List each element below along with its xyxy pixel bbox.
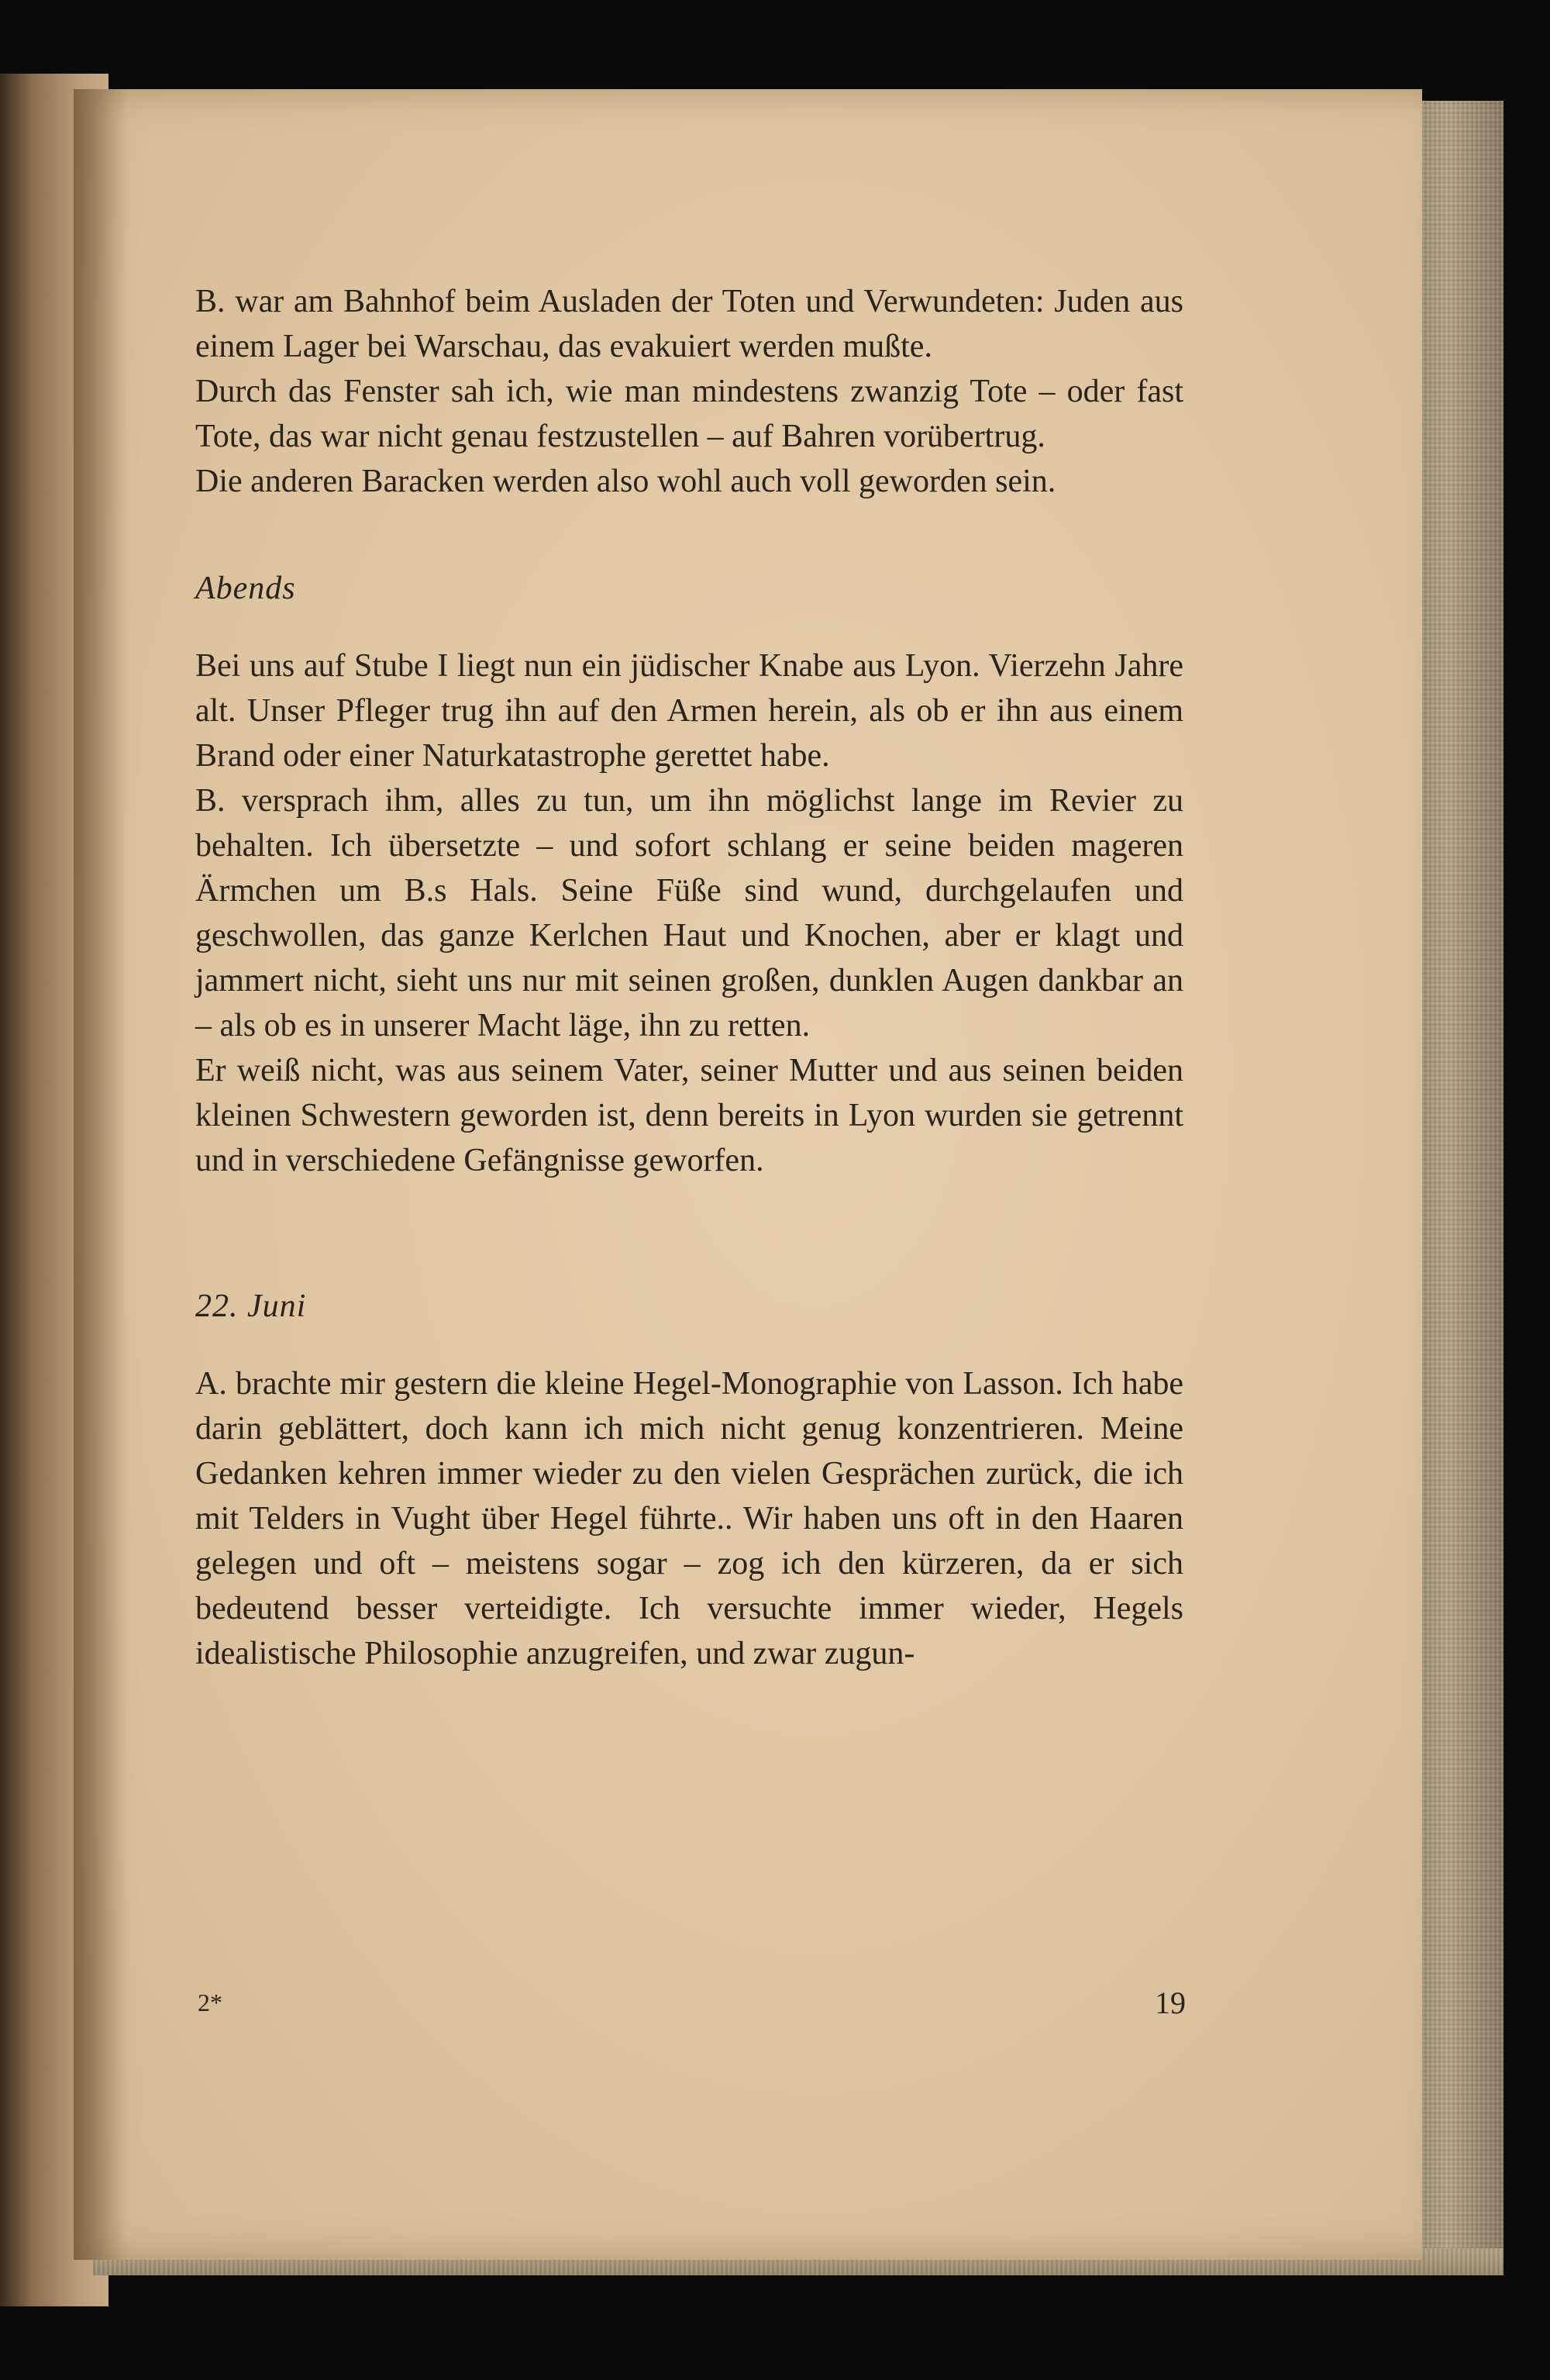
paragraph: Er weiß nicht, was aus seinem Vater, seiner Mutter und aus seinen beiden kleinen Schwestern geworden ist, denn bereits in Lyon wurden sie getrennt und in verschiedene Gefängnisse geworfen. xyxy=(195,1053,1183,1178)
page-number: 19 xyxy=(1155,1985,1186,2020)
signature-mark: 2* xyxy=(198,1989,222,2016)
section-gap xyxy=(195,504,1183,566)
book-cover-edge xyxy=(1410,101,1504,2268)
section-gap xyxy=(195,611,1183,643)
section-heading-abends: Abends xyxy=(195,571,296,606)
paragraph: Bei uns auf Stube I liegt nun ein jüdischer Knabe aus Lyon. Vierzehn Jahre alt. Unser Pfleger trug ihn auf den Armen herein, als ob er ihn aus einem Brand oder einer Naturkatastrophe gerettet habe. xyxy=(195,648,1183,774)
section-gap xyxy=(195,1329,1183,1361)
section-gap xyxy=(195,1183,1183,1284)
paragraph: A. brachte mir gestern die kleine Hegel-Monographie von Lasson. Ich habe darin geblättert, doch kann ich mich nicht genug konzentrieren. Meine Gedanken kehren immer wieder zu den vielen Gesprächen zurück, die ich mit Telders in Vught über Hegel führte.. Wir haben uns oft in den Haaren gelegen und oft – meistens sogar – zog ich den kürzeren, da er sich bedeutend besser verteidigte. Ich versuchte immer wieder, Hegels idealistische Philosophie anzugreifen, und zwar zugun- xyxy=(195,1366,1183,1671)
paragraph: B. versprach ihm, alles zu tun, um ihn möglichst lange im Revier zu behalten. Ich übersetzte – und sofort schlang er seine beiden mageren Ärmchen um B.s Hals. Seine Füße sind wund, durchgelaufen und geschwollen, das ganze Kerlchen Haut und Knochen, aber er klagt und jammert nicht, sieht uns nur mit seinen großen, dunklen Augen dankbar an – als ob es in unserer Macht läge, ihn zu retten. xyxy=(195,783,1183,1043)
paragraph: Die anderen Baracken werden also wohl auch voll geworden sein. xyxy=(195,464,1056,499)
gutter-shadow xyxy=(74,89,128,2260)
section-heading-date: 22. Juni xyxy=(195,1288,307,1324)
paragraph: Durch das Fenster sah ich, wie man mindestens zwanzig Tote – oder fast Tote, das war nicht genau festzustellen – auf Bahren vorübertrug. xyxy=(195,374,1183,454)
paragraph: B. war am Bahnhof beim Ausladen der Toten und Verwundeten: Juden aus einem Lager bei Warschau, das evakuiert werden mußte. xyxy=(195,284,1183,364)
page-text-block xyxy=(195,279,1183,1676)
